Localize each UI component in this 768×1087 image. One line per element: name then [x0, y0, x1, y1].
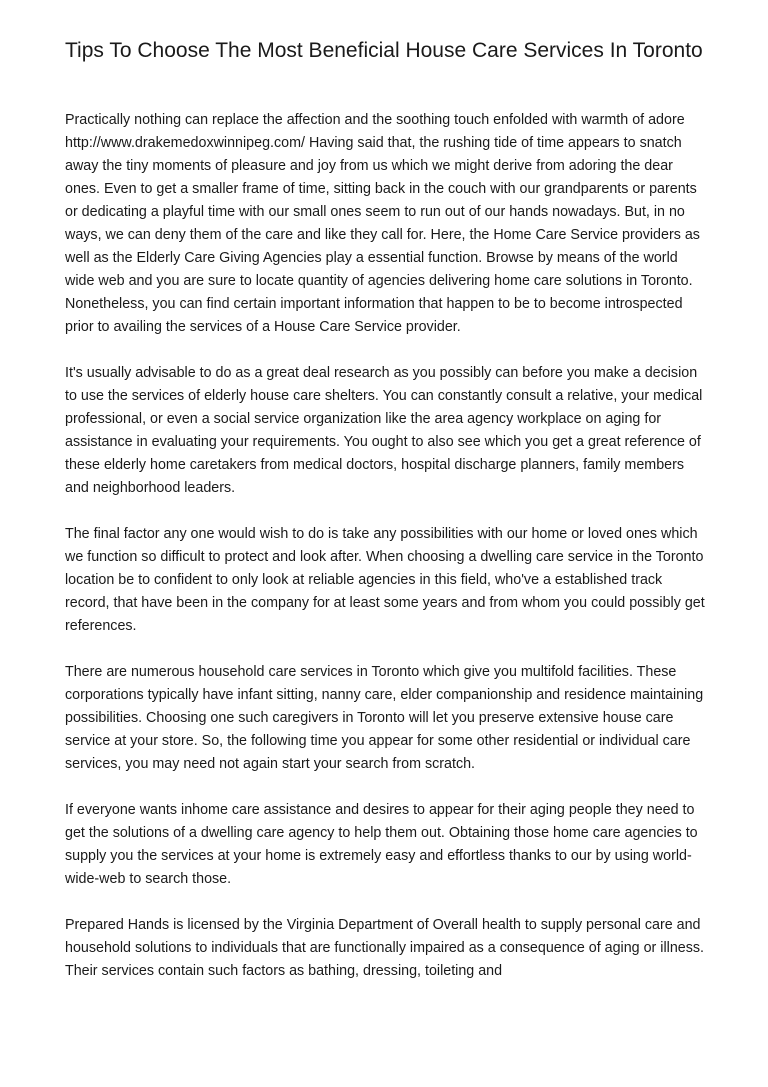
document-title: Tips To Choose The Most Beneficial House Care Services In Toronto [65, 39, 703, 62]
paragraph-5: If everyone wants inhome care assistance and desires to appear for their aging people they need to get the solutions of a dwelling care agency to help them out. Obtaining those home care agencies to supply you the services at your home is extremely easy and effortless thanks to our by using world-wide-web to search those. [65, 802, 698, 887]
paragraph-2: It's usually advisable to do as a great deal research as you possibly can before you make a decision to use the services of elderly house care shelters. You can constantly consult a relative, your medical professional, or even a social service organization like the area agency workplace on aging for assistance in evaluating your requirements. You ought to also see which you get a great reference of these elderly home caretakers from medical doctors, hospital discharge planners, family members and neighborhood leaders. [65, 365, 703, 496]
paragraph-1: Practically nothing can replace the affection and the soothing touch enfolded with warmth of adore http://www.drakemedoxwinnipeg.com/ Having said that, the rushing tide of time appears to snatch away the tiny moments of pleasure and joy from us which we might derive from adoring the dear ones. Even to get a smaller frame of time, sitting back in the couch with our grandparents or parents or dedicating a playful time with our small ones seem to run out of our hands nowadays. But, in no ways, we can deny them of the care and like they call for. Here, the Home Care Service providers as well as the Elderly Care Giving Agencies play a essential function. Browse by means of the world wide web and you are sure to locate quantity of agencies delivering home care solutions in Toronto. Nonetheless, you can find certain important information that happen to be to become introspected prior to availing the services of a House Care Service provider. [65, 112, 700, 335]
paragraph-3: The final factor any one would wish to do is take any possibilities with our home or loved ones which we function so difficult to protect and look after. When choosing a dwelling care service in the Toronto location be to confident to only look at reliable agencies in this field, who've a established track record, that have been in the company for at least some years and from whom you could possibly get references. [65, 526, 705, 634]
document-body [65, 109, 705, 1006]
paragraph-4: There are numerous household care services in Toronto which give you multifold facilities. These corporations typically have infant sitting, nanny care, elder companionship and residence maintaining possibilities. Choosing one such caregivers in Toronto will let you preserve extensive house care service at your store. So, the following time you appear for some other residential or individual care services, you may need not again start your search from scratch. [65, 664, 704, 772]
paragraph-6: Prepared Hands is licensed by the Virginia Department of Overall health to supply personal care and household solutions to individuals that are functionally impaired as a consequence of aging or illness. Their services contain such factors as bathing, dressing, toileting and [65, 917, 704, 979]
